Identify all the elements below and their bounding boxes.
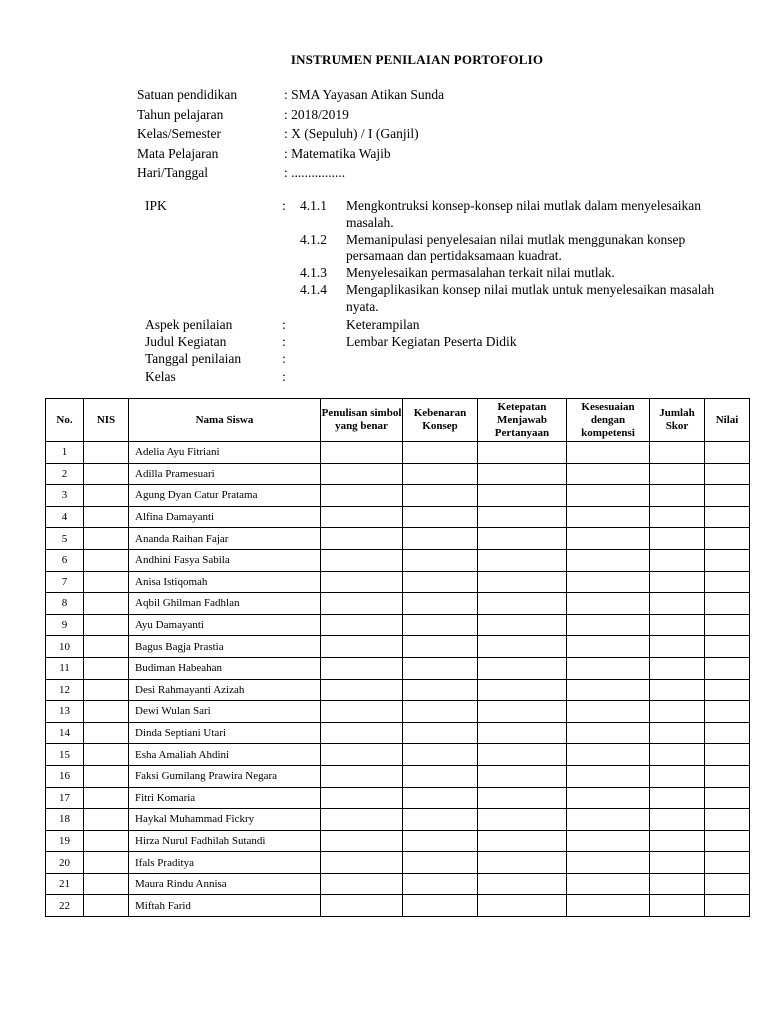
header-ketepatan-menjawab: Ketepatan Menjawab Pertanyaan — [478, 399, 567, 442]
cell-penulisan-simbol[interactable] — [321, 701, 403, 723]
cell-no: 17 — [46, 787, 84, 809]
info-row-kelas — [137, 124, 444, 144]
table-row — [46, 549, 750, 571]
meta-label: Kelas — [145, 368, 176, 384]
header-kebenaran-konsep: Kebenaran Konsep — [403, 399, 478, 442]
header-nilai: Nilai — [705, 399, 750, 442]
cell-ketepatan-menjawab[interactable] — [478, 463, 567, 485]
cell-nilai[interactable] — [705, 463, 750, 485]
cell-no: 20 — [46, 852, 84, 874]
cell-nilai[interactable] — [705, 593, 750, 615]
cell-nilai[interactable] — [705, 528, 750, 550]
cell-kesesuaian-kompetensi[interactable] — [567, 852, 650, 874]
cell-nilai[interactable] — [705, 657, 750, 679]
cell-ketepatan-menjawab[interactable] — [478, 830, 567, 852]
cell-nis[interactable] — [84, 744, 129, 766]
header-nama-siswa: Nama Siswa — [129, 399, 321, 442]
cell-nis[interactable] — [84, 485, 129, 507]
cell-no: 22 — [46, 895, 84, 917]
cell-nama-siswa: Miftah Farid — [129, 895, 321, 917]
cell-nilai[interactable] — [705, 442, 750, 464]
cell-nama-siswa: Adilla Pramesuari — [129, 463, 321, 485]
cell-nilai[interactable] — [705, 744, 750, 766]
cell-jumlah-skor[interactable] — [650, 549, 705, 571]
cell-nilai[interactable] — [705, 614, 750, 636]
table-row — [46, 744, 750, 766]
cell-kebenaran-konsep[interactable] — [403, 765, 478, 787]
ipk-item — [145, 232, 726, 266]
cell-nama-siswa: Adelia Ayu Fitriani — [129, 442, 321, 464]
cell-nis[interactable] — [84, 442, 129, 464]
table-row — [46, 722, 750, 744]
table-row — [46, 787, 750, 809]
cell-nis[interactable] — [84, 873, 129, 895]
table-row — [46, 614, 750, 636]
cell-ketepatan-menjawab[interactable] — [478, 636, 567, 658]
cell-nis[interactable] — [84, 787, 129, 809]
cell-nilai[interactable] — [705, 895, 750, 917]
cell-jumlah-skor[interactable] — [650, 765, 705, 787]
cell-nis[interactable] — [84, 852, 129, 874]
cell-nama-siswa: Andhini Fasya Sabila — [129, 549, 321, 571]
info-row-tanggal — [137, 163, 444, 183]
cell-kebenaran-konsep[interactable] — [403, 744, 478, 766]
cell-nilai[interactable] — [705, 549, 750, 571]
cell-kebenaran-konsep[interactable] — [403, 679, 478, 701]
cell-kesesuaian-kompetensi[interactable] — [567, 657, 650, 679]
cell-kebenaran-konsep[interactable] — [403, 830, 478, 852]
cell-nama-siswa: Agung Dyan Catur Pratama — [129, 485, 321, 507]
cell-ketepatan-menjawab[interactable] — [478, 873, 567, 895]
cell-nama-siswa: Anisa Istiqomah — [129, 571, 321, 593]
cell-jumlah-skor[interactable] — [650, 744, 705, 766]
cell-jumlah-skor[interactable] — [650, 830, 705, 852]
table-row — [46, 679, 750, 701]
table-row — [46, 830, 750, 852]
table-row — [46, 701, 750, 723]
cell-kebenaran-konsep[interactable] — [403, 852, 478, 874]
cell-kesesuaian-kompetensi[interactable] — [567, 873, 650, 895]
cell-nama-siswa: Dinda Septiani Utari — [129, 722, 321, 744]
cell-ketepatan-menjawab[interactable] — [478, 679, 567, 701]
cell-no: 13 — [46, 701, 84, 723]
cell-nama-siswa: Ifals Praditya — [129, 852, 321, 874]
meta-row-kelas — [145, 368, 517, 385]
cell-ketepatan-menjawab[interactable] — [478, 506, 567, 528]
cell-nama-siswa: Esha Amaliah Ahdini — [129, 744, 321, 766]
cell-ketepatan-menjawab[interactable] — [478, 744, 567, 766]
cell-kebenaran-konsep[interactable] — [403, 809, 478, 831]
cell-nis[interactable] — [84, 679, 129, 701]
table-header-row — [46, 399, 750, 442]
cell-jumlah-skor[interactable] — [650, 463, 705, 485]
cell-nilai[interactable] — [705, 636, 750, 658]
meta-value: Lembar Kegiatan Peserta Didik — [346, 334, 517, 350]
ipk-item — [145, 265, 726, 282]
cell-kebenaran-konsep[interactable] — [403, 787, 478, 809]
cell-penulisan-simbol[interactable] — [321, 614, 403, 636]
cell-jumlah-skor[interactable] — [650, 852, 705, 874]
cell-nama-siswa: Dewi Wulan Sari — [129, 701, 321, 723]
cell-nama-siswa: Aqbil Ghilman Fadhlan — [129, 593, 321, 615]
cell-kesesuaian-kompetensi[interactable] — [567, 765, 650, 787]
meta-label: Judul Kegiatan — [145, 334, 227, 350]
cell-kebenaran-konsep[interactable] — [403, 614, 478, 636]
table-row — [46, 895, 750, 917]
cell-nis[interactable] — [84, 506, 129, 528]
meta-row-judul — [145, 333, 517, 350]
assessment-table — [45, 398, 750, 917]
cell-kesesuaian-kompetensi[interactable] — [567, 442, 650, 464]
cell-ketepatan-menjawab[interactable] — [478, 485, 567, 507]
ipk-text: Mengaplikasikan konsep nilai mutlak untuk menyelesaikan masalah nyata. — [346, 281, 715, 314]
cell-nilai[interactable] — [705, 679, 750, 701]
table-row — [46, 506, 750, 528]
table-row — [46, 593, 750, 615]
cell-nama-siswa: Maura Rindu Annisa — [129, 873, 321, 895]
cell-kesesuaian-kompetensi[interactable] — [567, 485, 650, 507]
cell-no: 19 — [46, 830, 84, 852]
cell-penulisan-simbol[interactable] — [321, 506, 403, 528]
cell-ketepatan-menjawab[interactable] — [478, 442, 567, 464]
info-label: Hari/Tanggal — [137, 165, 209, 180]
cell-nama-siswa: Desi Rahmayanti Azizah — [129, 679, 321, 701]
page-title: INSTRUMEN PENILAIAN PORTOFOLIO — [290, 52, 544, 67]
cell-nama-siswa: Haykal Muhammad Fickry — [129, 809, 321, 831]
info-value: : X (Sepuluh) / I (Ganjil) — [284, 126, 419, 141]
cell-penulisan-simbol[interactable] — [321, 722, 403, 744]
cell-no: 4 — [46, 506, 84, 528]
cell-nis[interactable] — [84, 765, 129, 787]
info-value: : 2018/2019 — [284, 106, 349, 122]
cell-nama-siswa: Alfina Damayanti — [129, 506, 321, 528]
cell-penulisan-simbol[interactable] — [321, 636, 403, 658]
cell-kebenaran-konsep[interactable] — [403, 593, 478, 615]
cell-ketepatan-menjawab[interactable] — [478, 657, 567, 679]
ipk-text: Mengkontruksi konsep-konsep nilai mutlak dalam menyelesaikan masalah. — [346, 198, 702, 230]
cell-nis[interactable] — [84, 895, 129, 917]
header-jumlah-skor: Jumlah Skor — [650, 399, 705, 442]
cell-nilai[interactable] — [705, 571, 750, 593]
meta-row-aspek — [145, 316, 517, 333]
meta-colon: : — [282, 334, 286, 350]
table-row — [46, 852, 750, 874]
cell-penulisan-simbol[interactable] — [321, 830, 403, 852]
cell-penulisan-simbol[interactable] — [321, 765, 403, 787]
cell-penulisan-simbol[interactable] — [321, 593, 403, 615]
cell-jumlah-skor[interactable] — [650, 614, 705, 636]
cell-nis[interactable] — [84, 549, 129, 571]
cell-no: 10 — [46, 636, 84, 658]
cell-nis[interactable] — [84, 463, 129, 485]
cell-nis[interactable] — [84, 636, 129, 658]
ipk-text: Menyelesaikan permasalahan terkait nilai mutlak. — [346, 265, 615, 281]
table-row — [46, 809, 750, 831]
cell-jumlah-skor[interactable] — [650, 895, 705, 917]
cell-nis[interactable] — [84, 830, 129, 852]
ipk-number: 4.1.4 — [300, 281, 327, 297]
cell-penulisan-simbol[interactable] — [321, 809, 403, 831]
cell-ketepatan-menjawab[interactable] — [478, 593, 567, 615]
cell-penulisan-simbol[interactable] — [321, 679, 403, 701]
cell-kebenaran-konsep[interactable] — [403, 463, 478, 485]
cell-jumlah-skor[interactable] — [650, 701, 705, 723]
cell-kesesuaian-kompetensi[interactable] — [567, 722, 650, 744]
cell-ketepatan-menjawab[interactable] — [478, 614, 567, 636]
cell-kebenaran-konsep[interactable] — [403, 485, 478, 507]
cell-jumlah-skor[interactable] — [650, 485, 705, 507]
cell-jumlah-skor[interactable] — [650, 506, 705, 528]
cell-jumlah-skor[interactable] — [650, 528, 705, 550]
info-label: Tahun pelajaran — [137, 106, 224, 122]
cell-nama-siswa: Hirza Nurul Fadhilah Sutandi — [129, 830, 321, 852]
cell-no: 21 — [46, 873, 84, 895]
cell-nilai[interactable] — [705, 873, 750, 895]
cell-no: 16 — [46, 765, 84, 787]
meta-row-tanggal — [145, 350, 517, 367]
cell-kesesuaian-kompetensi[interactable] — [567, 895, 650, 917]
cell-no: 11 — [46, 657, 84, 679]
cell-kesesuaian-kompetensi[interactable] — [567, 506, 650, 528]
header-nis: NIS — [84, 399, 129, 442]
cell-kesesuaian-kompetensi[interactable] — [567, 528, 650, 550]
cell-kebenaran-konsep[interactable] — [403, 701, 478, 723]
cell-penulisan-simbol[interactable] — [321, 442, 403, 464]
info-value: : SMA Yayasan Atikan Sunda — [284, 87, 445, 102]
meta-colon: : — [282, 351, 286, 367]
cell-penulisan-simbol[interactable] — [321, 873, 403, 895]
cell-nis[interactable] — [84, 722, 129, 744]
assessment-meta — [145, 316, 517, 385]
cell-no: 1 — [46, 442, 84, 464]
cell-no: 5 — [46, 528, 84, 550]
meta-value: Keterampilan — [346, 317, 420, 332]
cell-nilai[interactable] — [705, 830, 750, 852]
info-value: : ................ — [284, 165, 346, 180]
ipk-number: 4.1.1 — [300, 198, 327, 213]
cell-nilai[interactable] — [705, 852, 750, 874]
cell-jumlah-skor[interactable] — [650, 571, 705, 593]
cell-kesesuaian-kompetensi[interactable] — [567, 614, 650, 636]
cell-jumlah-skor[interactable] — [650, 679, 705, 701]
cell-kesesuaian-kompetensi[interactable] — [567, 679, 650, 701]
cell-penulisan-simbol[interactable] — [321, 463, 403, 485]
cell-jumlah-skor[interactable] — [650, 442, 705, 464]
header-no: No. — [46, 399, 84, 442]
meta-colon: : — [282, 317, 286, 332]
table-row — [46, 636, 750, 658]
cell-jumlah-skor[interactable] — [650, 593, 705, 615]
cell-ketepatan-menjawab[interactable] — [478, 852, 567, 874]
cell-nama-siswa: Ananda Raihan Fajar — [129, 528, 321, 550]
cell-no: 6 — [46, 549, 84, 571]
cell-jumlah-skor[interactable] — [650, 657, 705, 679]
table-row — [46, 528, 750, 550]
table-row — [46, 442, 750, 464]
header-kesesuaian-kompetensi: Kesesuaian dengan kompetensi — [567, 399, 650, 442]
table-row — [46, 765, 750, 787]
cell-penulisan-simbol[interactable] — [321, 852, 403, 874]
table-row — [46, 485, 750, 507]
cell-kesesuaian-kompetensi[interactable] — [567, 593, 650, 615]
cell-no: 15 — [46, 744, 84, 766]
cell-penulisan-simbol[interactable] — [321, 549, 403, 571]
cell-nama-siswa: Bagus Bagja Prastia — [129, 636, 321, 658]
cell-nilai[interactable] — [705, 787, 750, 809]
info-label: Kelas/Semester — [137, 126, 221, 141]
ipk-label: IPK — [145, 198, 167, 213]
info-label: Satuan pendidikan — [137, 87, 238, 102]
ipk-item — [145, 198, 726, 232]
cell-penulisan-simbol[interactable] — [321, 657, 403, 679]
cell-nama-siswa: Fitri Komaria — [129, 787, 321, 809]
cell-kesesuaian-kompetensi[interactable] — [567, 787, 650, 809]
cell-kesesuaian-kompetensi[interactable] — [567, 571, 650, 593]
ipk-number: 4.1.2 — [300, 231, 327, 247]
cell-kesesuaian-kompetensi[interactable] — [567, 636, 650, 658]
cell-ketepatan-menjawab[interactable] — [478, 809, 567, 831]
cell-nis[interactable] — [84, 614, 129, 636]
cell-nis[interactable] — [84, 809, 129, 831]
cell-no: 9 — [46, 614, 84, 636]
cell-jumlah-skor[interactable] — [650, 722, 705, 744]
cell-jumlah-skor[interactable] — [650, 809, 705, 831]
table-row — [46, 873, 750, 895]
cell-no: 7 — [46, 571, 84, 593]
table-body — [46, 442, 750, 917]
cell-no: 8 — [46, 593, 84, 615]
cell-penulisan-simbol[interactable] — [321, 787, 403, 809]
cell-no: 18 — [46, 809, 84, 831]
cell-nama-siswa: Ayu Damayanti — [129, 614, 321, 636]
cell-no: 2 — [46, 463, 84, 485]
cell-ketepatan-menjawab[interactable] — [478, 571, 567, 593]
cell-ketepatan-menjawab[interactable] — [478, 895, 567, 917]
cell-penulisan-simbol[interactable] — [321, 528, 403, 550]
cell-no: 12 — [46, 679, 84, 701]
cell-kebenaran-konsep[interactable] — [403, 873, 478, 895]
meta-label: Aspek penilaian — [145, 317, 233, 332]
cell-ketepatan-menjawab[interactable] — [478, 722, 567, 744]
school-info — [137, 85, 444, 183]
cell-ketepatan-menjawab[interactable] — [478, 765, 567, 787]
cell-kesesuaian-kompetensi[interactable] — [567, 809, 650, 831]
info-row-tahun — [137, 105, 444, 125]
cell-nilai[interactable] — [705, 722, 750, 744]
cell-nis[interactable] — [84, 593, 129, 615]
cell-nis[interactable] — [84, 657, 129, 679]
ipk-colon: : — [282, 198, 286, 213]
table-row — [46, 571, 750, 593]
cell-kebenaran-konsep[interactable] — [403, 657, 478, 679]
cell-nilai[interactable] — [705, 765, 750, 787]
ipk-item — [145, 282, 726, 316]
cell-kebenaran-konsep[interactable] — [403, 571, 478, 593]
cell-no: 3 — [46, 485, 84, 507]
cell-ketepatan-menjawab[interactable] — [478, 549, 567, 571]
cell-kebenaran-konsep[interactable] — [403, 895, 478, 917]
cell-ketepatan-menjawab[interactable] — [478, 528, 567, 550]
cell-kebenaran-konsep[interactable] — [403, 722, 478, 744]
ipk-text: Memanipulasi penyelesaian nilai mutlak menggunakan konsep persamaan dan pertidaksamaan kuadrat. — [346, 231, 686, 264]
cell-no: 14 — [46, 722, 84, 744]
cell-penulisan-simbol[interactable] — [321, 485, 403, 507]
cell-nama-siswa: Budiman Habeahan — [129, 657, 321, 679]
table-row — [46, 657, 750, 679]
cell-nis[interactable] — [84, 571, 129, 593]
cell-kesesuaian-kompetensi[interactable] — [567, 744, 650, 766]
cell-kebenaran-konsep[interactable] — [403, 442, 478, 464]
cell-nilai[interactable] — [705, 506, 750, 528]
cell-ketepatan-menjawab[interactable] — [478, 787, 567, 809]
cell-kebenaran-konsep[interactable] — [403, 549, 478, 571]
header-penulisan-simbol: Penulisan simbol yang benar — [321, 399, 403, 442]
cell-penulisan-simbol[interactable] — [321, 895, 403, 917]
cell-kebenaran-konsep[interactable] — [403, 528, 478, 550]
meta-colon: : — [282, 368, 286, 384]
cell-penulisan-simbol[interactable] — [321, 571, 403, 593]
cell-ketepatan-menjawab[interactable] — [478, 701, 567, 723]
info-row-mapel — [137, 144, 444, 164]
ipk-section — [145, 198, 726, 316]
cell-jumlah-skor[interactable] — [650, 787, 705, 809]
ipk-number: 4.1.3 — [300, 265, 327, 281]
cell-kesesuaian-kompetensi[interactable] — [567, 701, 650, 723]
cell-kebenaran-konsep[interactable] — [403, 506, 478, 528]
info-label: Mata Pelajaran — [137, 145, 219, 161]
meta-label: Tanggal penilaian — [145, 351, 242, 367]
cell-nilai[interactable] — [705, 701, 750, 723]
cell-nama-siswa: Faksi Gumilang Prawira Negara — [129, 765, 321, 787]
cell-jumlah-skor[interactable] — [650, 636, 705, 658]
cell-kesesuaian-kompetensi[interactable] — [567, 463, 650, 485]
cell-penulisan-simbol[interactable] — [321, 744, 403, 766]
info-row-satuan — [137, 85, 444, 105]
info-value: : Matematika Wajib — [284, 145, 391, 161]
cell-nis[interactable] — [84, 701, 129, 723]
cell-nilai[interactable] — [705, 809, 750, 831]
cell-kesesuaian-kompetensi[interactable] — [567, 549, 650, 571]
cell-kebenaran-konsep[interactable] — [403, 636, 478, 658]
cell-nis[interactable] — [84, 528, 129, 550]
cell-kesesuaian-kompetensi[interactable] — [567, 830, 650, 852]
table-row — [46, 463, 750, 485]
cell-jumlah-skor[interactable] — [650, 873, 705, 895]
cell-nilai[interactable] — [705, 485, 750, 507]
